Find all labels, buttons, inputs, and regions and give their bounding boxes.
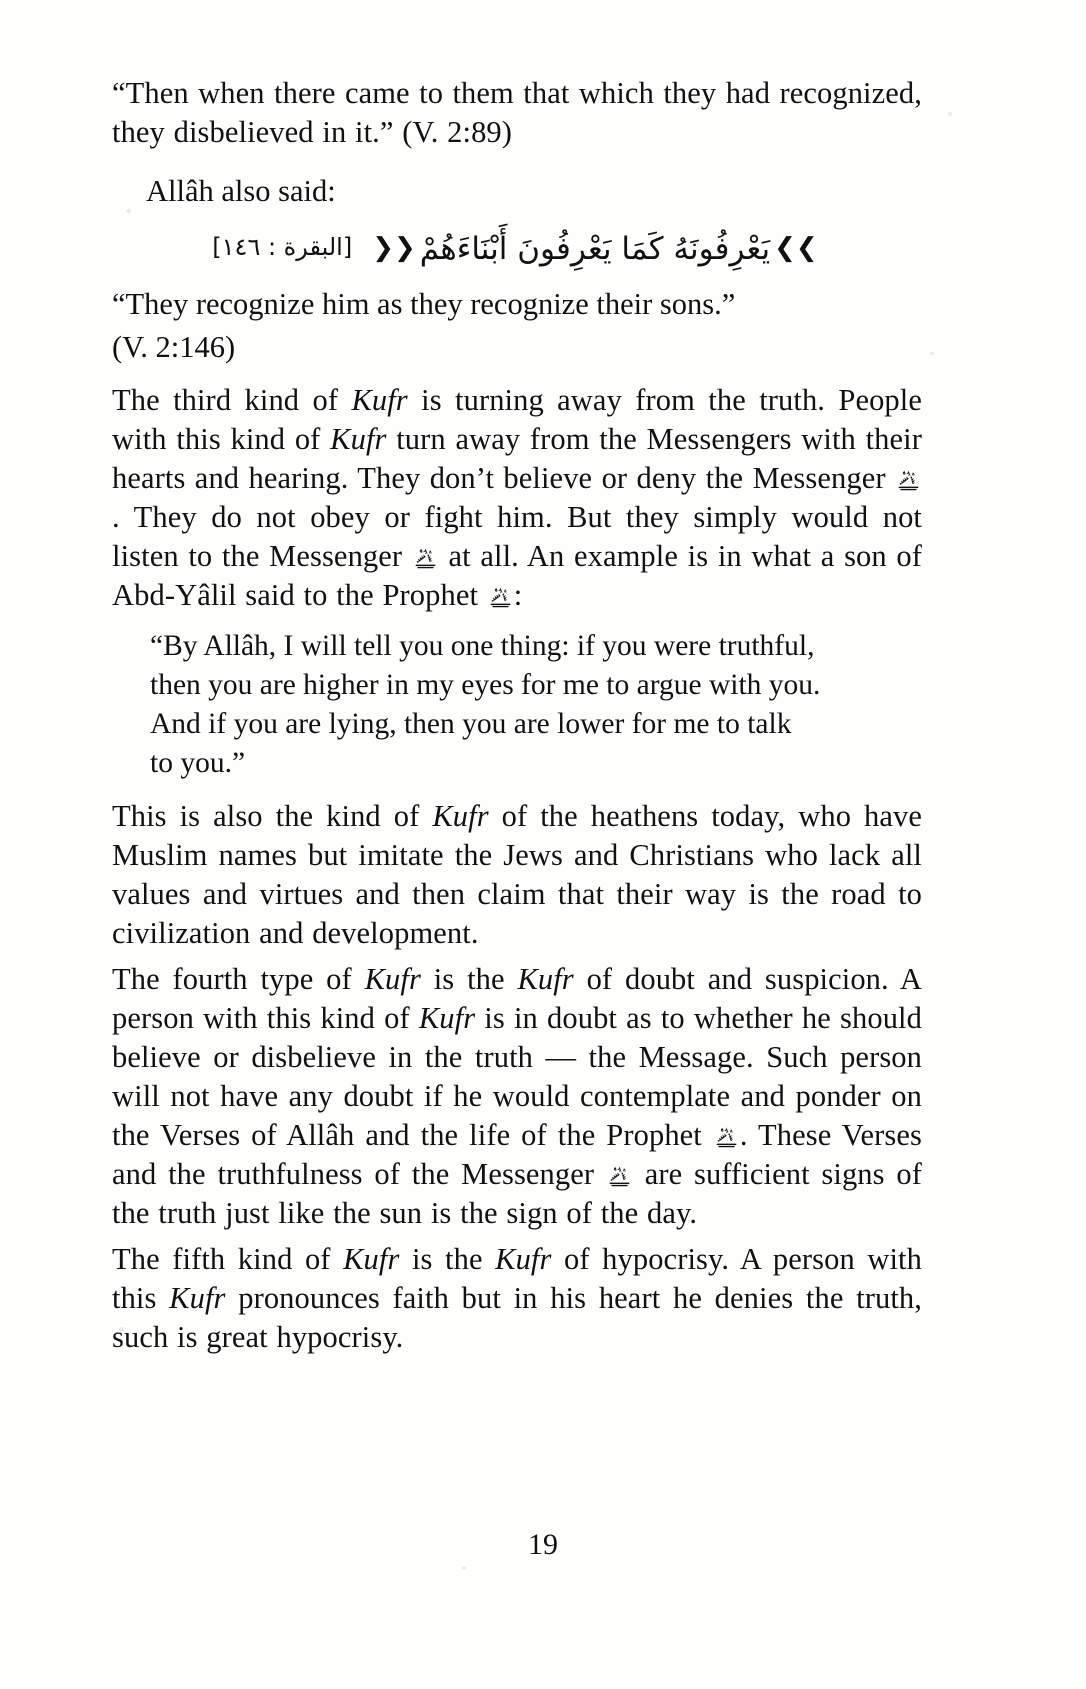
salawat-icon <box>414 546 437 569</box>
text-run: turn away from the Messengers with their hearts and hearing. They don’t believe or deny the Messenger <box>112 422 922 495</box>
lead-in-allah-also-said: Allâh also said: <box>146 174 336 208</box>
text-run: are sufficient signs of the truth just like the sun is the sign of the day. <box>112 1157 922 1230</box>
salawat-icon <box>608 1164 631 1187</box>
blockquote-line: then you are higher in my eyes for me to argue with you. <box>150 669 821 701</box>
arabic-verse-line <box>112 221 922 275</box>
term-kufr: Kufr <box>351 383 408 417</box>
text-run: This is also the kind of <box>112 799 433 833</box>
page-number: 19 <box>528 1528 558 1561</box>
term-kufr: Kufr <box>495 1242 552 1276</box>
term-kufr: Kufr <box>364 962 421 996</box>
text-run: is the <box>420 962 518 996</box>
blockquote-line: And if you are lying, then you are lower for me to talk <box>150 708 792 740</box>
term-kufr: Kufr <box>432 799 489 833</box>
text-run: . These Verses and the truthfulness of the Messenger <box>112 1118 922 1191</box>
term-kufr: Kufr <box>330 422 387 456</box>
blockquote-abd-yalil-narration <box>112 627 922 783</box>
scan-speckle <box>462 1566 466 1570</box>
paragraph-third-kind-of-kufr <box>112 381 922 615</box>
scan-speckle <box>930 352 934 355</box>
term-kufr: Kufr <box>169 1281 226 1315</box>
verse-ornament-open: ❯❯ <box>774 233 818 263</box>
text-run: The fourth type of <box>112 962 365 996</box>
term-kufr: Kufr <box>517 962 574 996</box>
term-kufr: Kufr <box>343 1242 400 1276</box>
page-body <box>112 74 922 1364</box>
text-run: of doubt and suspicion. A person with this kind of <box>112 962 922 1035</box>
verse-translation-reference: (V. 2:146) <box>112 330 236 364</box>
text-run: is in doubt as to whether he should believe or disbelieve in the truth — the Message. Such person will not have any doubt if he would contemplate and ponder on the Verses of Allâh and the life of the Prophet <box>112 1001 922 1152</box>
verse-ornament-close: ❮❮ <box>372 233 416 263</box>
paragraph-heathens-today <box>112 797 922 953</box>
text-run: at all. An example is in what a son of Abd-Yâlil said to the Prophet <box>112 539 923 612</box>
text-run: is the <box>399 1242 496 1276</box>
salawat-icon <box>715 1125 738 1148</box>
verse-translation: “They recognize him as they recognize their sons.” <box>112 287 736 321</box>
blockquote-line: to you.” <box>150 747 246 779</box>
text-run: : <box>513 578 523 612</box>
paragraph-fifth-kind-of-kufr <box>112 1240 922 1357</box>
text-run: The fifth kind of <box>112 1242 344 1276</box>
paragraph-fourth-type-of-kufr <box>112 960 922 1233</box>
text-run: . They do not obey or fight him. But they simply would not listen to the Messenger <box>112 500 922 573</box>
scan-speckle <box>948 112 952 116</box>
quotation-verse-2-89: “Then when there came to them that which they had recognized, they disbelieved in it.” (V. 2:89) <box>112 76 922 149</box>
salawat-icon <box>897 468 920 491</box>
salawat-icon <box>489 585 512 608</box>
term-kufr: Kufr <box>418 1001 476 1035</box>
arabic-verse-text: يَعْرِفُونَهُ كَمَا يَعْرِفُونَ أَبْنَاءَهُمْ <box>419 231 771 267</box>
blockquote-line: “By Allâh, I will tell you one thing: if you were truthful, <box>150 630 815 662</box>
arabic-verse-reference: [البقرة : ١٤٦] <box>212 233 353 261</box>
text-run: of hypocrisy. A person with this <box>112 1242 922 1315</box>
text-run: pronounces faith but in his heart he denies the truth, such is great hypocrisy. <box>112 1281 922 1354</box>
text-run: The third kind of <box>112 383 352 417</box>
text-run: is turning away from the truth. People with this kind of <box>112 383 922 456</box>
text-run: of the heathens today, who have Muslim names but imitate the Jews and Christians who lack all values and virtues and then claim that their way is the road to civilization and development. <box>112 799 922 950</box>
